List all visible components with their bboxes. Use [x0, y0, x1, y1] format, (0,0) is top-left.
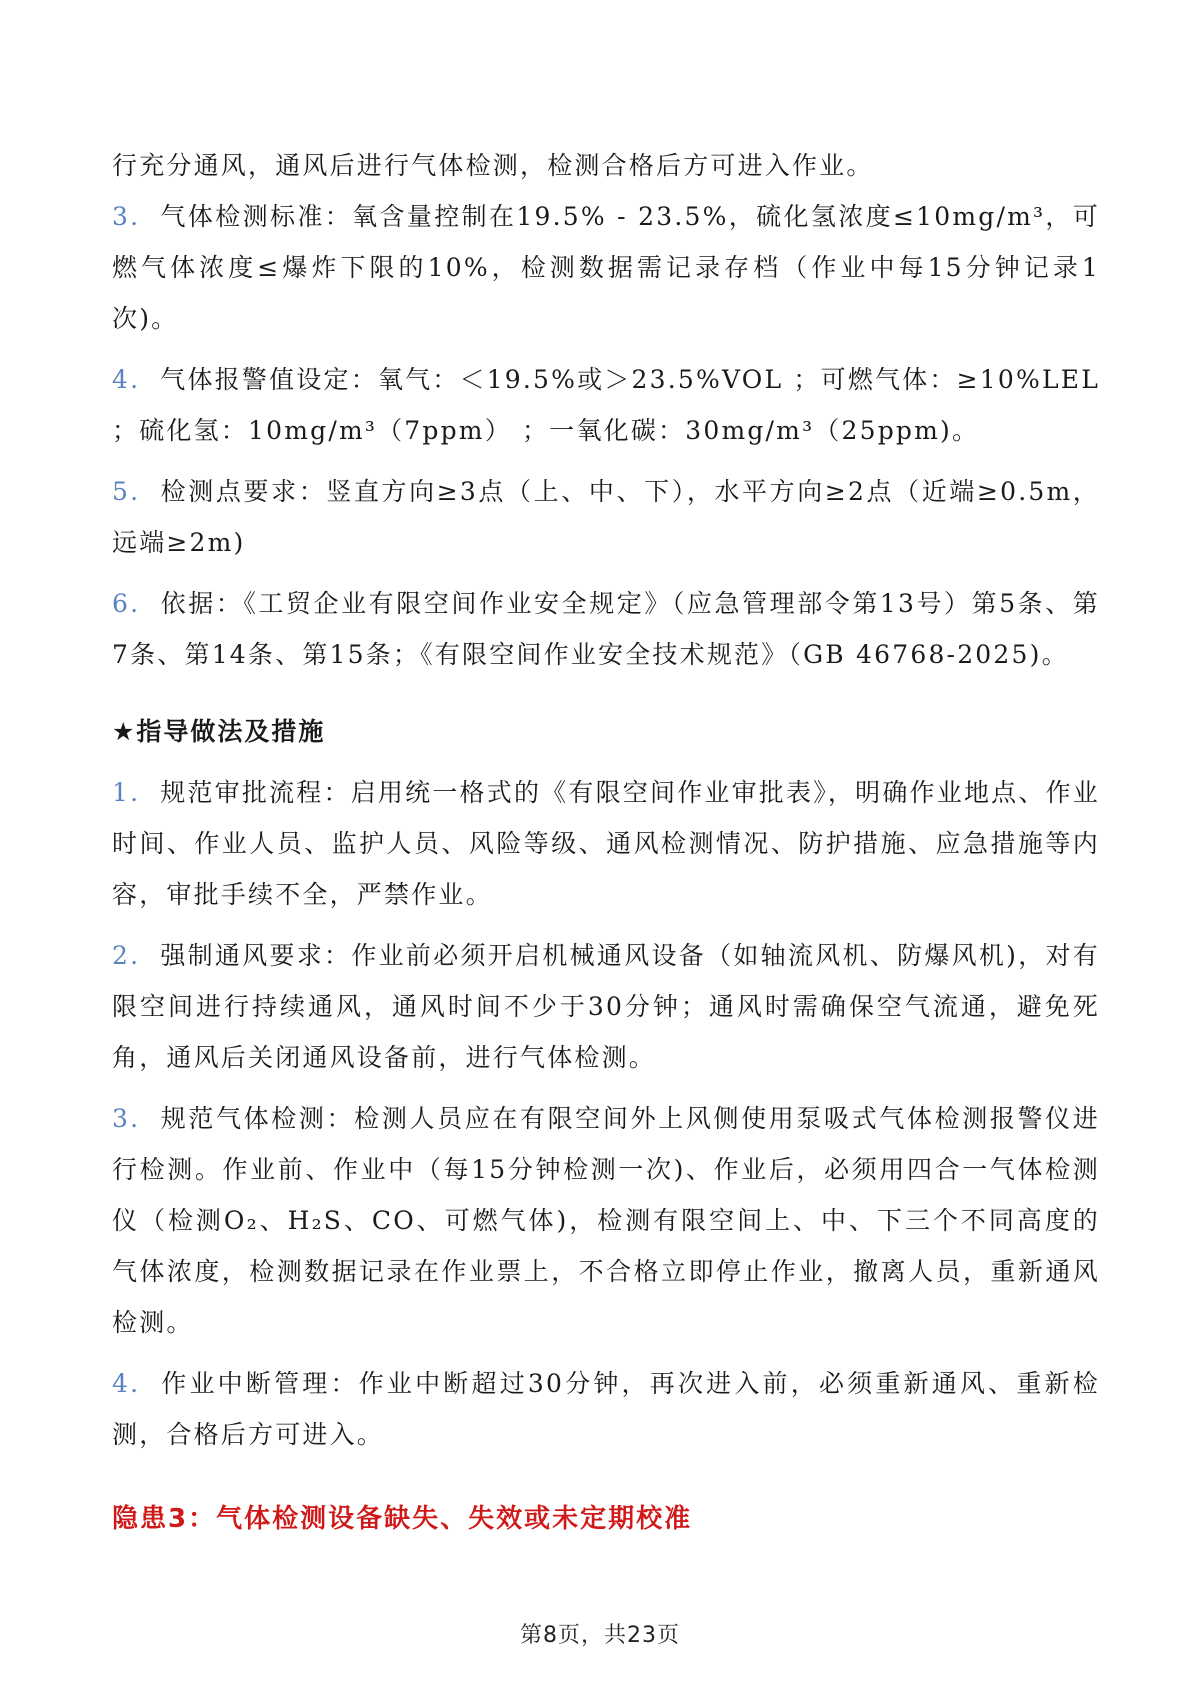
list-item: [112, 767, 1100, 920]
paragraph-continuation: 行充分通风，通风后进行气体检测，检测合格后方可进入作业。: [112, 151, 874, 180]
list-item: [112, 1358, 1100, 1460]
item-text: 作业中断管理：作业中断超过30分钟，再次进入前，必须重新通风、重新检测，合格后方可进入。: [112, 1369, 1100, 1449]
list-item: [112, 191, 1100, 344]
document-body: [112, 140, 1100, 1545]
list-item: [112, 466, 1100, 568]
item-number: 1.: [112, 778, 141, 807]
list-item: [112, 930, 1100, 1083]
item-text: 气体检测标准：氧含量控制在19.5% - 23.5%，硫化氢浓度≤10mg/m³，可燃气体浓度≤爆炸下限的10%，检测数据需记录存档（作业中每15分钟记录1次)。: [112, 202, 1100, 333]
guidance-heading: ★指导做法及措施: [112, 717, 326, 746]
list-item: [112, 1093, 1100, 1348]
item-text: 强制通风要求：作业前必须开启机械通风设备（如轴流风机、防爆风机)，对有限空间进行持续通风，通风时间不少于30分钟；通风时需确保空气流通，避免死角，通风后关闭通风设备前，进行气体检测。: [112, 941, 1100, 1072]
item-number: 3.: [112, 1104, 141, 1133]
item-number: 4.: [112, 1369, 141, 1398]
page-number: 第8页，共23页: [520, 1623, 680, 1648]
item-number: 6.: [112, 589, 141, 618]
item-number: 3.: [112, 202, 141, 231]
hazard-heading: 隐患3：气体检测设备缺失、失效或未定期校准: [112, 1504, 693, 1534]
item-number: 5.: [112, 477, 141, 506]
item-number: 2.: [112, 941, 141, 970]
list-item: [112, 578, 1100, 680]
item-text: 检测点要求：竖直方向≥3点（上、中、下），水平方向≥2点（近端≥0.5m，远端≥2m): [112, 477, 1100, 557]
item-text: 规范气体检测：检测人员应在有限空间外上风侧使用泵吸式气体检测报警仪进行检测。作业前、作业中（每15分钟检测一次)、作业后，必须用四合一气体检测仪（检测O₂、H₂S、CO、可燃气体)，检测有限空间上、中、下三个不同高度的气体浓度，检测数据记录在作业票上，不合格立即停止作业，撤离人员，重新通风检测。: [112, 1104, 1100, 1337]
item-text: 依据：《工贸企业有限空间作业安全规定》（应急管理部令第13号）第5条、第7条、第14条、第15条；《有限空间作业安全技术规范》（GB 46768-2025)。: [112, 589, 1100, 669]
item-number: 4.: [112, 365, 141, 394]
item-text: 气体报警值设定：氧气：＜19.5%或＞23.5%VOL ；可燃气体：≥10%LEL ；硫化氢：10mg/m³（7ppm） ；一氧化碳：30mg/m³（25ppm)。: [112, 365, 1100, 445]
item-text: 规范审批流程：启用统一格式的《有限空间作业审批表》，明确作业地点、作业时间、作业人员、监护人员、风险等级、通风检测情况、防护措施、应急措施等内容，审批手续不全，严禁作业。: [112, 778, 1100, 909]
list-item: [112, 354, 1100, 456]
